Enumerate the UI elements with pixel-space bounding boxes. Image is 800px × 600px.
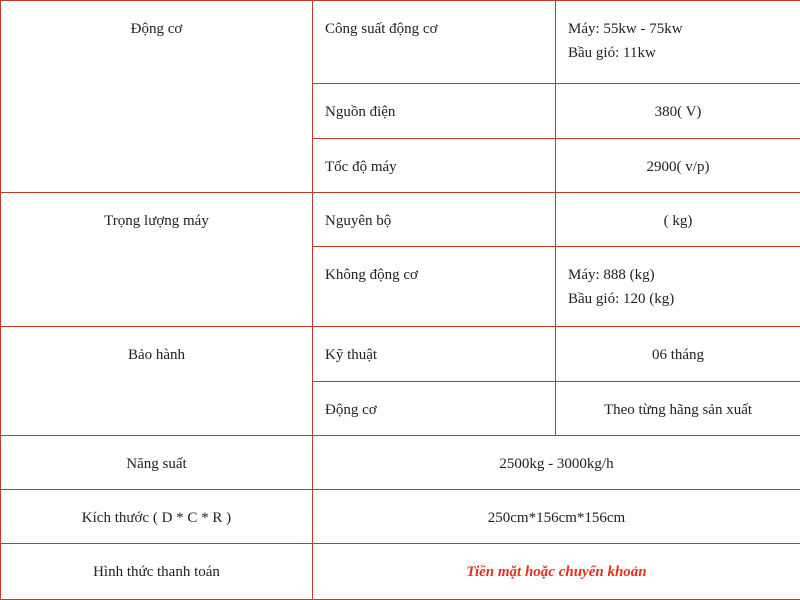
warranty-technical-label: Kỹ thuật <box>325 347 378 364</box>
engine-power-label-cell <box>313 1 556 84</box>
engine-group-cell <box>1 1 313 193</box>
payment-value-cell <box>313 543 800 599</box>
weight-full-label-cell <box>313 193 556 247</box>
size-label-cell <box>1 489 313 543</box>
size-value-cell <box>313 489 800 543</box>
warranty-engine-label-cell <box>313 381 556 435</box>
weight-no-engine-value-cell <box>556 247 800 327</box>
weight-machine: Máy: 888 (kg) <box>568 267 655 284</box>
engine-source-label-cell <box>313 84 556 139</box>
engine-power-label: Công suất động cơ <box>325 21 438 37</box>
engine-power-machine: Máy: 55kw - 75kw <box>568 21 683 37</box>
weight-full-value: ( kg) <box>663 213 693 230</box>
engine-speed-label-cell <box>313 139 556 193</box>
engine-power-blower: Bầu gió: 11kw <box>568 45 656 61</box>
weight-no-engine-label: Không động cơ <box>325 267 418 284</box>
weight-no-engine-label-cell <box>313 247 556 327</box>
payment-label: Hình thức thanh toán <box>93 563 220 580</box>
engine-source-label: Nguồn điện <box>325 104 396 121</box>
payment-label-cell <box>1 543 313 599</box>
engine-speed-label: Tốc độ máy <box>325 159 397 176</box>
size-value: 250cm*156cm*156cm <box>487 509 626 526</box>
warranty-engine-label: Động cơ <box>325 401 377 418</box>
warranty-group-cell <box>1 327 313 435</box>
warranty-technical-value-cell <box>556 327 800 381</box>
engine-power-value <box>556 1 800 65</box>
size-label: Kích thước ( D * C * R ) <box>81 509 232 526</box>
warranty-technical-value: 06 tháng <box>651 347 705 364</box>
table-row-engine-power <box>1 1 800 84</box>
weight-blower: Bầu gió: 120 (kg) <box>568 291 675 308</box>
table-row-weight-full <box>1 193 800 247</box>
weight-full-value-cell <box>556 193 800 247</box>
engine-speed-value-cell <box>556 139 800 193</box>
warranty-technical-label-cell <box>313 327 556 381</box>
weight-group-label: Trọng lượng máy <box>104 213 209 230</box>
weight-group-cell <box>1 193 313 327</box>
warranty-engine-value-cell <box>556 381 800 435</box>
engine-group-label: Động cơ <box>130 21 183 37</box>
capacity-value-cell <box>313 435 800 489</box>
capacity-label: Năng suất <box>126 455 187 472</box>
engine-speed-value: 2900( v/p) <box>646 159 710 176</box>
table-row-payment <box>1 543 800 599</box>
weight-full-label: Nguyên bộ <box>325 213 392 230</box>
table-row-size <box>1 489 800 543</box>
warranty-engine-value: Theo từng hãng sản xuất <box>603 401 753 418</box>
table-row-capacity <box>1 435 800 489</box>
payment-value: Tiền mặt hoặc chuyển khoản <box>466 563 647 580</box>
table-row-warranty-technical <box>1 327 800 381</box>
capacity-label-cell <box>1 435 313 489</box>
warranty-group-label: Bảo hành <box>127 347 186 364</box>
engine-source-value-cell <box>556 84 800 139</box>
capacity-value: 2500kg - 3000kg/h <box>499 455 614 472</box>
engine-power-value-cell <box>556 1 800 84</box>
engine-source-value: 380( V) <box>654 104 702 121</box>
weight-no-engine-value <box>556 247 800 311</box>
